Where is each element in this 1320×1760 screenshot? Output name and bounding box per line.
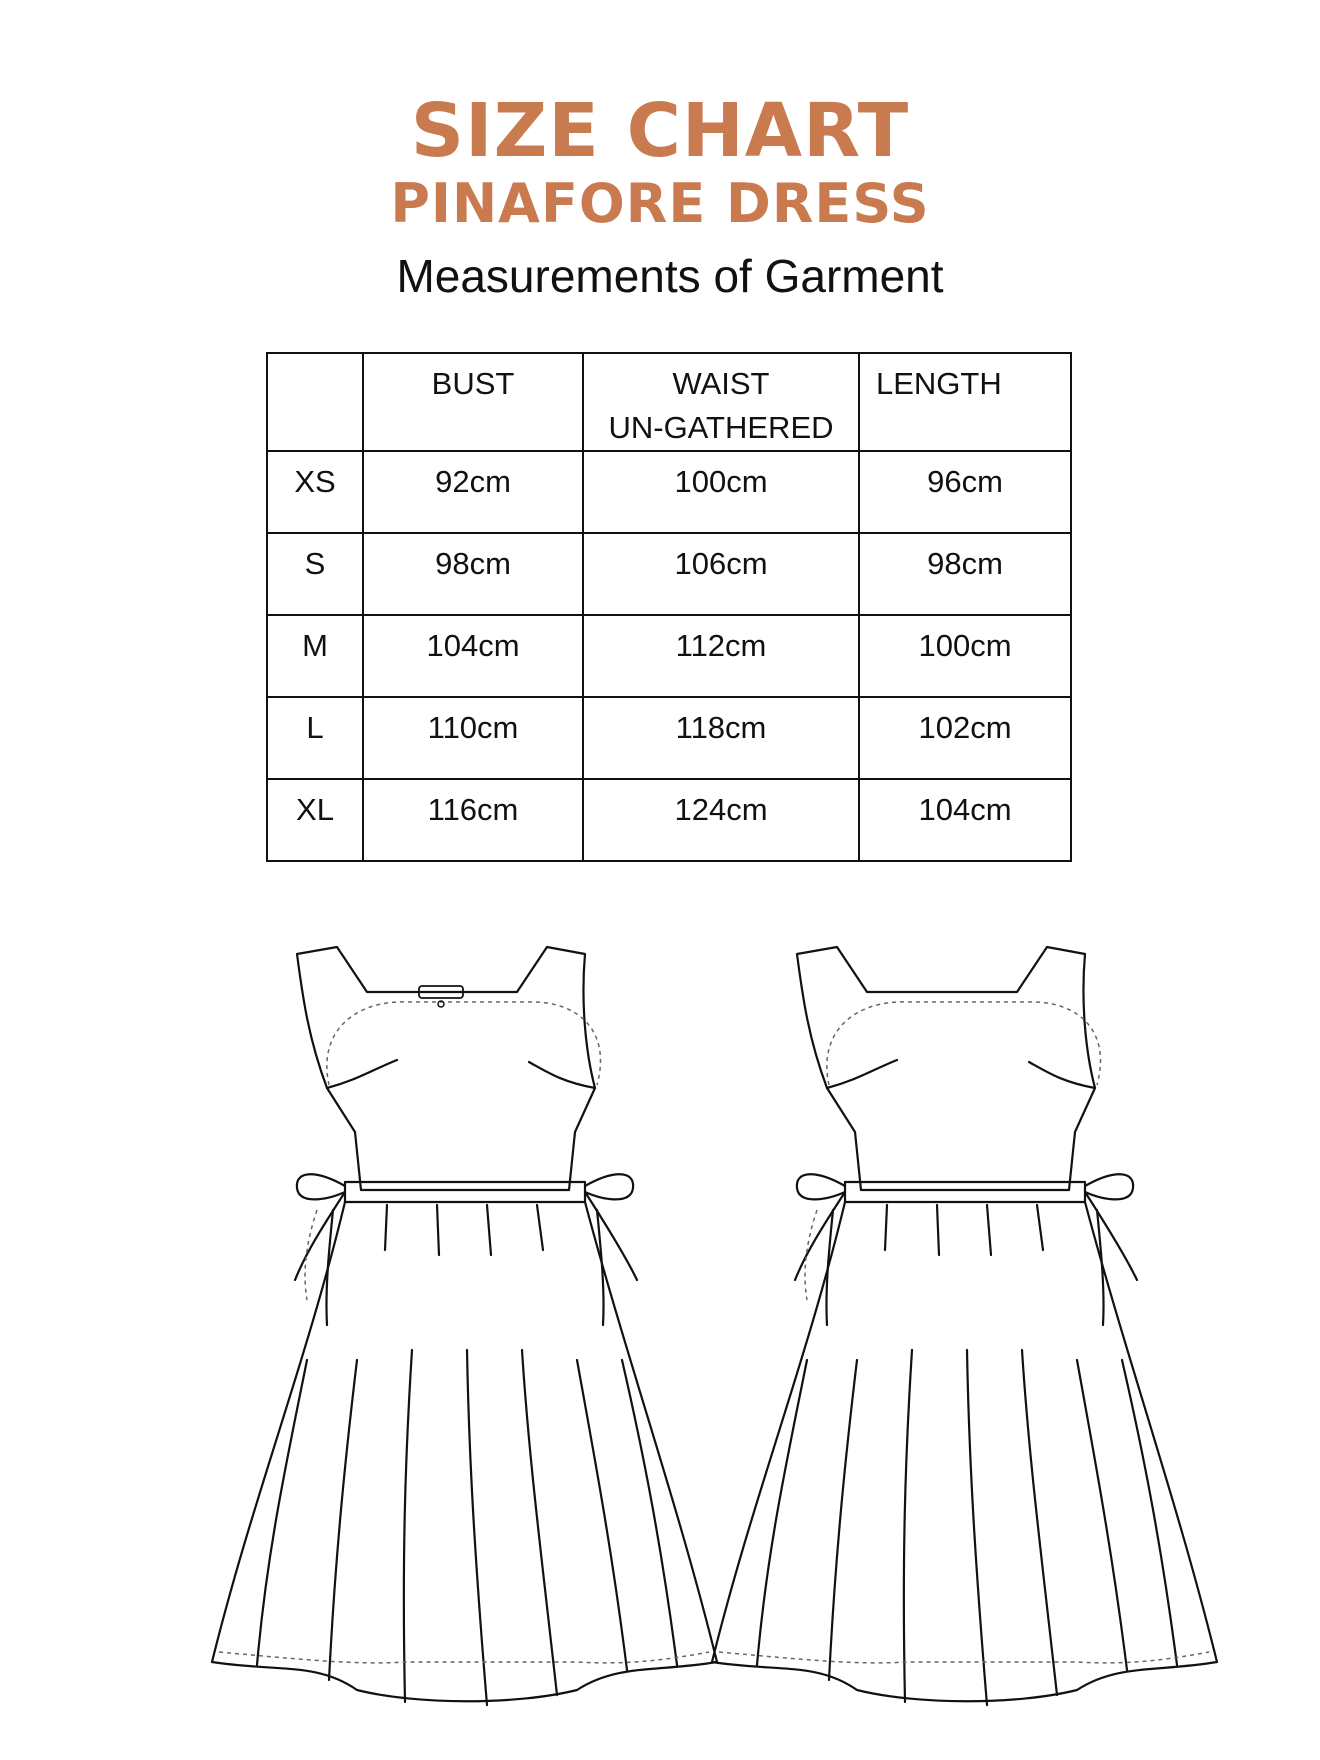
header-bust-cell (363, 353, 583, 451)
waist-value: 106cm (674, 546, 768, 581)
length-cell (859, 615, 1071, 697)
waist-cell (583, 615, 859, 697)
length-value: 104cm (918, 792, 1012, 827)
header-waist-line1: WAIST (672, 366, 770, 401)
header-waist-line2: UN-GATHERED (608, 410, 834, 445)
header-bust-label: BUST (431, 366, 515, 401)
size-cell (267, 697, 363, 779)
bust-cell (363, 615, 583, 697)
size-cell (267, 533, 363, 615)
dress-back-outline (712, 947, 1217, 1705)
waist-cell (583, 451, 859, 533)
waist-value: 112cm (675, 628, 767, 663)
header-size-cell (267, 353, 363, 451)
size-label: L (306, 710, 324, 745)
bust-value: 116cm (427, 792, 519, 827)
waist-value: 100cm (674, 464, 768, 499)
size-label: XS (294, 464, 336, 499)
bust-value: 110cm (427, 710, 519, 745)
table-row (267, 779, 1071, 861)
bust-cell (363, 779, 583, 861)
table-row (267, 533, 1071, 615)
waist-cell (583, 697, 859, 779)
dress-front-drawing (212, 947, 717, 1705)
size-cell (267, 615, 363, 697)
length-cell (859, 697, 1071, 779)
size-label: XL (296, 792, 334, 827)
length-value: 96cm (927, 464, 1003, 499)
bust-value: 98cm (435, 546, 511, 581)
waist-cell (583, 779, 859, 861)
header-length-cell (859, 353, 1071, 451)
header-waist-label (584, 354, 858, 450)
dress-front-outline (212, 947, 717, 1705)
waist-value: 118cm (675, 710, 767, 745)
bust-value: 92cm (435, 464, 511, 499)
bust-cell (363, 533, 583, 615)
size-cell (267, 451, 363, 533)
bust-cell (363, 451, 583, 533)
dress-illustrations (0, 900, 1320, 1740)
waist-cell (583, 533, 859, 615)
length-value: 98cm (927, 546, 1003, 581)
dress-back-stitching (719, 1002, 1209, 1663)
size-table (266, 352, 1072, 862)
length-value: 102cm (918, 710, 1012, 745)
waist-value: 124cm (674, 792, 768, 827)
table-row (267, 697, 1071, 779)
bust-value: 104cm (426, 628, 520, 663)
header-waist-cell (583, 353, 859, 451)
size-chart-title: SIZE CHART (410, 88, 910, 174)
length-cell (859, 451, 1071, 533)
dress-front-stitching (219, 1002, 709, 1663)
bust-cell (363, 697, 583, 779)
length-cell (859, 779, 1071, 861)
header-length-label: LENGTH (876, 366, 1002, 401)
size-cell (267, 779, 363, 861)
dress-back-drawing (712, 947, 1217, 1705)
product-name: PINAFORE DRESS (390, 172, 930, 235)
table-row (267, 451, 1071, 533)
table-subtitle: Measurements of Garment (396, 250, 944, 302)
length-value: 100cm (918, 628, 1012, 663)
table-header-row (267, 353, 1071, 451)
table-row (267, 615, 1071, 697)
length-cell (859, 533, 1071, 615)
size-label: M (302, 628, 328, 663)
size-label: S (304, 546, 326, 581)
